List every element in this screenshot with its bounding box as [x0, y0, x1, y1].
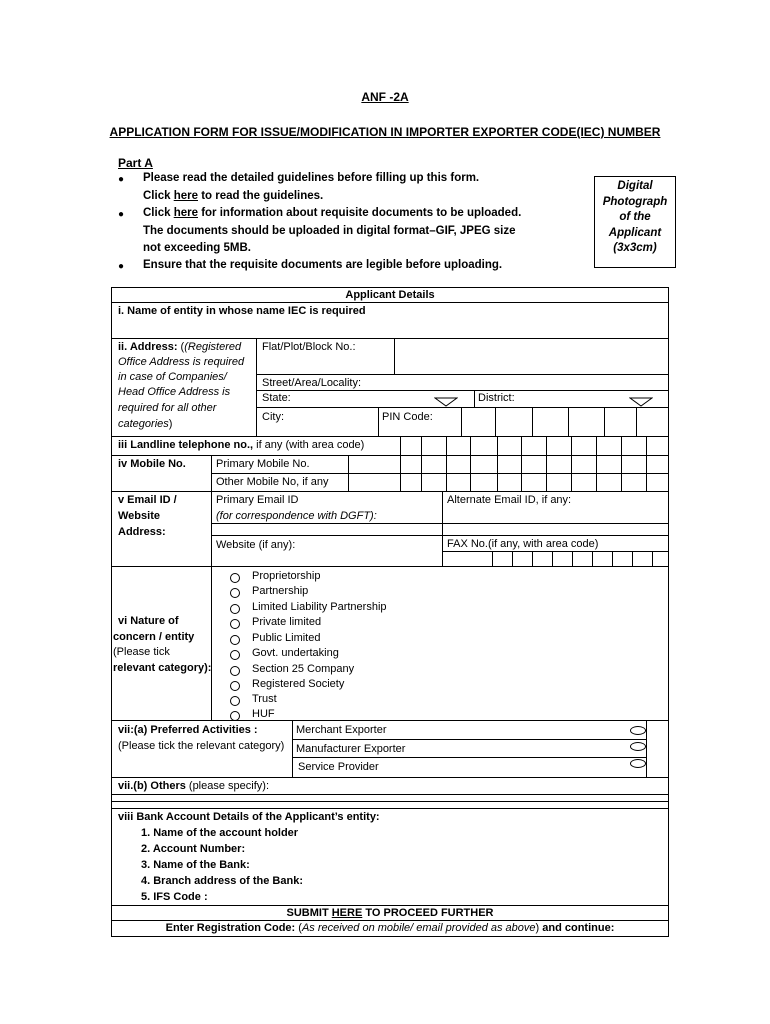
- entity-name-label: i. Name of entity in whose name IEC is required: [118, 305, 366, 317]
- address-label-l4: Head Office Address is: [118, 386, 231, 398]
- nature-option: Limited Liability Partnership: [252, 601, 387, 613]
- nature-label-l4: relevant category):: [113, 662, 212, 674]
- address-label-l6: categories: [118, 418, 169, 430]
- nature-option: Trust: [252, 693, 277, 705]
- radio-icon[interactable]: [230, 604, 240, 614]
- street-field-label: Street/Area/Locality:: [262, 377, 362, 389]
- alternate-email-label: Alternate Email ID, if any:: [447, 494, 572, 506]
- address-label-l2: Office Address is required: [118, 356, 245, 368]
- instruction-1-rest: to read the guidelines.: [201, 190, 324, 202]
- email-label-l2: Website: [118, 510, 160, 522]
- pin-field-label: PIN Code:: [382, 411, 433, 423]
- instruction-2-click: Click: [143, 207, 171, 219]
- instruction-2-line2: The documents should be uploaded in digital format–GIF, JPEG size: [143, 225, 516, 237]
- radio-icon[interactable]: [230, 635, 240, 645]
- photo-box[interactable]: [594, 176, 676, 268]
- submit-here-link[interactable]: HERE: [331, 907, 363, 919]
- radio-icon[interactable]: [230, 666, 240, 676]
- nature-option: Section 25 Company: [252, 663, 355, 675]
- guidelines-link[interactable]: here: [173, 190, 198, 202]
- activity-option: Manufacturer Exporter: [296, 743, 406, 755]
- nature-option: HUF: [252, 708, 275, 720]
- state-dropdown-icon[interactable]: [434, 397, 458, 407]
- fax-label: FAX No.(if any, with area code): [447, 538, 599, 550]
- photo-line-1: Digital: [617, 180, 653, 192]
- primary-mobile-label: Primary Mobile No.: [216, 458, 310, 470]
- bank-item: 1. Name of the account holder: [141, 827, 299, 839]
- bullet-icon: ●: [118, 209, 125, 220]
- checkbox-oval-icon[interactable]: [630, 742, 646, 751]
- photo-line-4: Applicant: [608, 226, 662, 239]
- radio-icon[interactable]: [230, 711, 240, 721]
- flat-field-label: Flat/Plot/Block No.:: [262, 341, 356, 353]
- radio-icon[interactable]: [230, 681, 240, 691]
- checkbox-oval-icon[interactable]: [630, 759, 646, 768]
- other-mobile-label: Other Mobile No, if any: [216, 476, 329, 488]
- bank-item: 2. Account Number:: [141, 843, 246, 855]
- bullet-icon: ●: [118, 261, 125, 272]
- submit-post: TO PROCEED FURTHER: [365, 907, 494, 919]
- district-field-label: District:: [478, 392, 515, 404]
- website-label: Website (if any):: [216, 539, 296, 551]
- others-label-bold: vii.(b) Others: [118, 780, 186, 792]
- primary-email-label: Primary Email ID: [216, 494, 299, 506]
- bank-item: 4. Branch address of the Bank:: [141, 875, 303, 887]
- checkbox-oval-icon[interactable]: [630, 726, 646, 735]
- nature-option: Partnership: [252, 585, 309, 597]
- nature-label-l3: (Please tick: [113, 646, 170, 658]
- documents-link[interactable]: here: [173, 207, 198, 219]
- instruction-3: Ensure that the requisite documents are legible before uploading.: [143, 259, 503, 271]
- activities-label: vii:(a) Preferred Activities :: [118, 724, 258, 736]
- address-label-l3: in case of Companies/: [118, 371, 227, 383]
- nature-option: Govt. undertaking: [252, 647, 339, 659]
- photo-line-5: (3x3cm): [613, 242, 657, 254]
- nature-option: Public Limited: [252, 632, 321, 644]
- others-label: [118, 780, 269, 793]
- address-label-l5: required for all other: [118, 402, 217, 414]
- instruction-1-click: Click: [143, 190, 171, 202]
- registration-code-line[interactable]: Enter Registration Code: (As received on mobile/ email provided as above) and continue:: [165, 922, 615, 934]
- state-field-label: State:: [262, 392, 291, 404]
- radio-icon[interactable]: [230, 619, 240, 629]
- others-label-rest: (please specify):: [188, 780, 269, 792]
- landline-label-rest: if any (with area code): [256, 439, 365, 451]
- bullet-icon: ●: [118, 174, 125, 185]
- part-label: Part A: [118, 156, 153, 170]
- bank-item: 3. Name of the Bank:: [141, 859, 250, 871]
- nature-option: Proprietorship: [252, 570, 321, 582]
- instruction-2-rest: for information about requisite documents to be uploaded.: [201, 207, 522, 219]
- nature-label-l2: concern / entity: [113, 631, 195, 643]
- instruction-2: [143, 207, 521, 219]
- submit-pre: SUBMIT: [286, 907, 329, 919]
- city-field-label: City:: [262, 411, 284, 423]
- landline-label-bold: iii Landline telephone no.,: [118, 439, 254, 451]
- email-label-l3: Address:: [118, 526, 166, 538]
- radio-icon[interactable]: [230, 650, 240, 660]
- district-dropdown-icon[interactable]: [629, 397, 653, 407]
- instruction-2-line3: not exceeding 5MB.: [143, 242, 251, 254]
- radio-icon[interactable]: [230, 573, 240, 583]
- nature-option: Private limited: [252, 616, 322, 628]
- activities-sublabel: (Please tick the relevant category): [118, 740, 285, 752]
- landline-label: [118, 439, 364, 452]
- registration-end: and continue:: [542, 922, 615, 934]
- address-label-l1: (Registered: [184, 341, 242, 353]
- applicant-details-heading: Applicant Details: [345, 289, 435, 301]
- form-title: APPLICATION FORM FOR ISSUE/MODIFICATION IN IMPORTER EXPORTER CODE(IEC) NUMBER: [109, 125, 661, 139]
- instruction-1-link-line: [143, 190, 323, 202]
- registration-label: Enter Registration Code:: [165, 922, 296, 934]
- instruction-1: Please read the detailed guidelines before filling up this form.: [143, 172, 480, 184]
- bank-heading: viii Bank Account Details of the Applicant’s entity:: [118, 811, 380, 823]
- activity-option: Merchant Exporter: [296, 724, 387, 736]
- nature-option: Registered Society: [252, 678, 345, 690]
- registration-note: As received on mobile/ email provided as above: [301, 922, 536, 934]
- radio-icon[interactable]: [230, 696, 240, 706]
- form-code: ANF -2A: [361, 90, 409, 104]
- photo-line-3: of the: [619, 211, 651, 223]
- submit-line: [111, 907, 669, 920]
- activity-option: Service Provider: [298, 761, 379, 773]
- bank-item: 5. IFS Code :: [141, 891, 208, 903]
- primary-email-correspondence: (for correspondence with DGFT):: [216, 510, 377, 522]
- address-label-bold: ii. Address:: [118, 341, 178, 353]
- mobile-label: iv Mobile No.: [118, 458, 186, 470]
- email-label-l1: v Email ID /: [118, 494, 177, 506]
- radio-icon[interactable]: [230, 588, 240, 598]
- nature-label-l1: vi Nature of: [118, 615, 179, 627]
- photo-line-2: Photograph: [602, 195, 668, 208]
